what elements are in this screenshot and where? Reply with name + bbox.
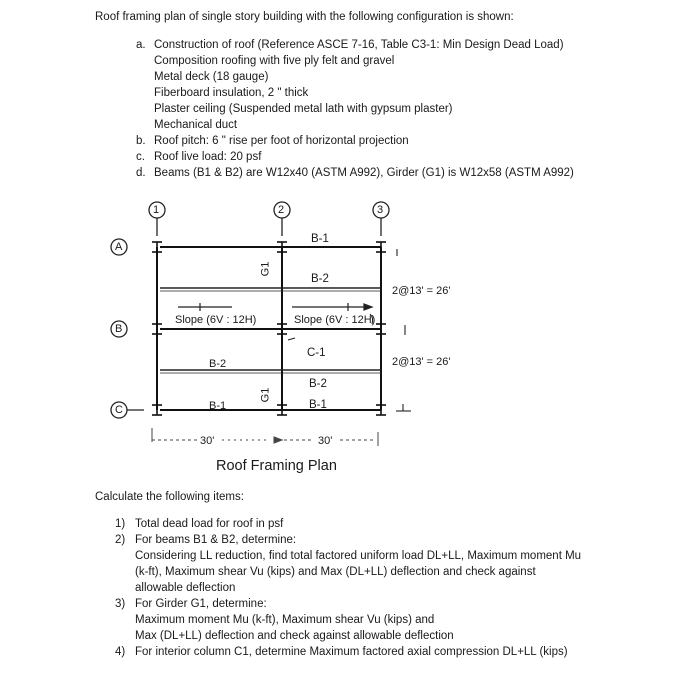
label-b1-top: B-1 [311, 233, 329, 245]
task-line: (k-ft), Maximum shear Vu (kips) and Max (DL+LL) deflection and check against [135, 566, 536, 578]
label-b1-right: B-1 [309, 399, 327, 411]
item-b-marker: b. [136, 135, 146, 147]
label-b2-left: B-2 [209, 358, 227, 370]
task-number: 3) [115, 598, 126, 610]
intro-text: Roof framing plan of single story building with the following configuration is shown: [95, 11, 514, 23]
dim-label-top: 2@13' = 26' [392, 285, 451, 297]
label-c1: C-1 [307, 347, 326, 359]
grid-label-3: 3 [377, 204, 384, 216]
task-line: For interior column C1, determine Maximum factored axial compression DL+LL (kips) [135, 646, 568, 658]
dim-label-bottom: 2@13' = 26' [392, 356, 451, 368]
item-a-line: Composition roofing with five ply felt and gravel [154, 55, 395, 67]
grid-label-1: 1 [153, 204, 160, 216]
item-c-marker: c. [136, 151, 145, 163]
slope-label-right: Slope (6V : 12H) [294, 314, 376, 326]
item-d-text: Beams (B1 & B2) are W12x40 (ASTM A992), Girder (G1) is W12x58 (ASTM A992) [154, 167, 574, 179]
item-c-text: Roof live load: 20 psf [154, 151, 262, 163]
grid-label-B: B [115, 323, 123, 335]
item-d-marker: d. [136, 167, 146, 179]
item-a-line: Metal deck (18 gauge) [154, 71, 269, 83]
item-a-marker: a. [136, 39, 146, 51]
label-b2-top: B-2 [311, 273, 329, 285]
grid-label-A: A [115, 241, 123, 253]
item-a-line: Mechanical duct [154, 119, 238, 131]
dim-span-left-label: 30' [200, 435, 215, 447]
label-g1-upper: G1 [259, 261, 272, 277]
label-b2-right: B-2 [309, 378, 327, 390]
task-number: 1) [115, 518, 126, 530]
task-line: For beams B1 & B2, determine: [135, 534, 297, 546]
task-number: 4) [115, 646, 126, 658]
item-a-line: Plaster ceiling (Suspended metal lath with gypsum plaster) [154, 103, 453, 115]
label-b1-left: B-1 [209, 400, 227, 412]
task-line: Total dead load for roof in psf [135, 518, 284, 530]
roof-framing-plan [0, 190, 700, 490]
calc-intro: Calculate the following items: [95, 491, 244, 503]
task-line: Max (DL+LL) deflection and check against allowable deflection [135, 630, 454, 642]
plan-caption: Roof Framing Plan [216, 458, 337, 474]
item-a-line: Fiberboard insulation, 2 " thick [154, 87, 309, 99]
item-b-text: Roof pitch: 6 " rise per foot of horizontal projection [154, 135, 409, 147]
task-line: Considering LL reduction, find total factored uniform load DL+LL, Maximum moment Mu [135, 550, 582, 562]
grid-label-C: C [115, 404, 123, 416]
label-g1-lower: G1 [259, 387, 272, 403]
task-line: For Girder G1, determine: [135, 598, 267, 610]
dim-span-right-label: 30' [318, 435, 333, 447]
grid-label-2: 2 [278, 204, 285, 216]
task-number: 2) [115, 534, 126, 546]
slope-label-left: Slope (6V : 12H) [175, 314, 257, 326]
item-a-title: Construction of roof (Reference ASCE 7-16, Table C3-1: Min Design Dead Load) [154, 39, 564, 51]
task-line: Maximum moment Mu (k-ft), Maximum shear Vu (kips) and [135, 614, 435, 626]
task-line: allowable deflection [135, 582, 236, 594]
